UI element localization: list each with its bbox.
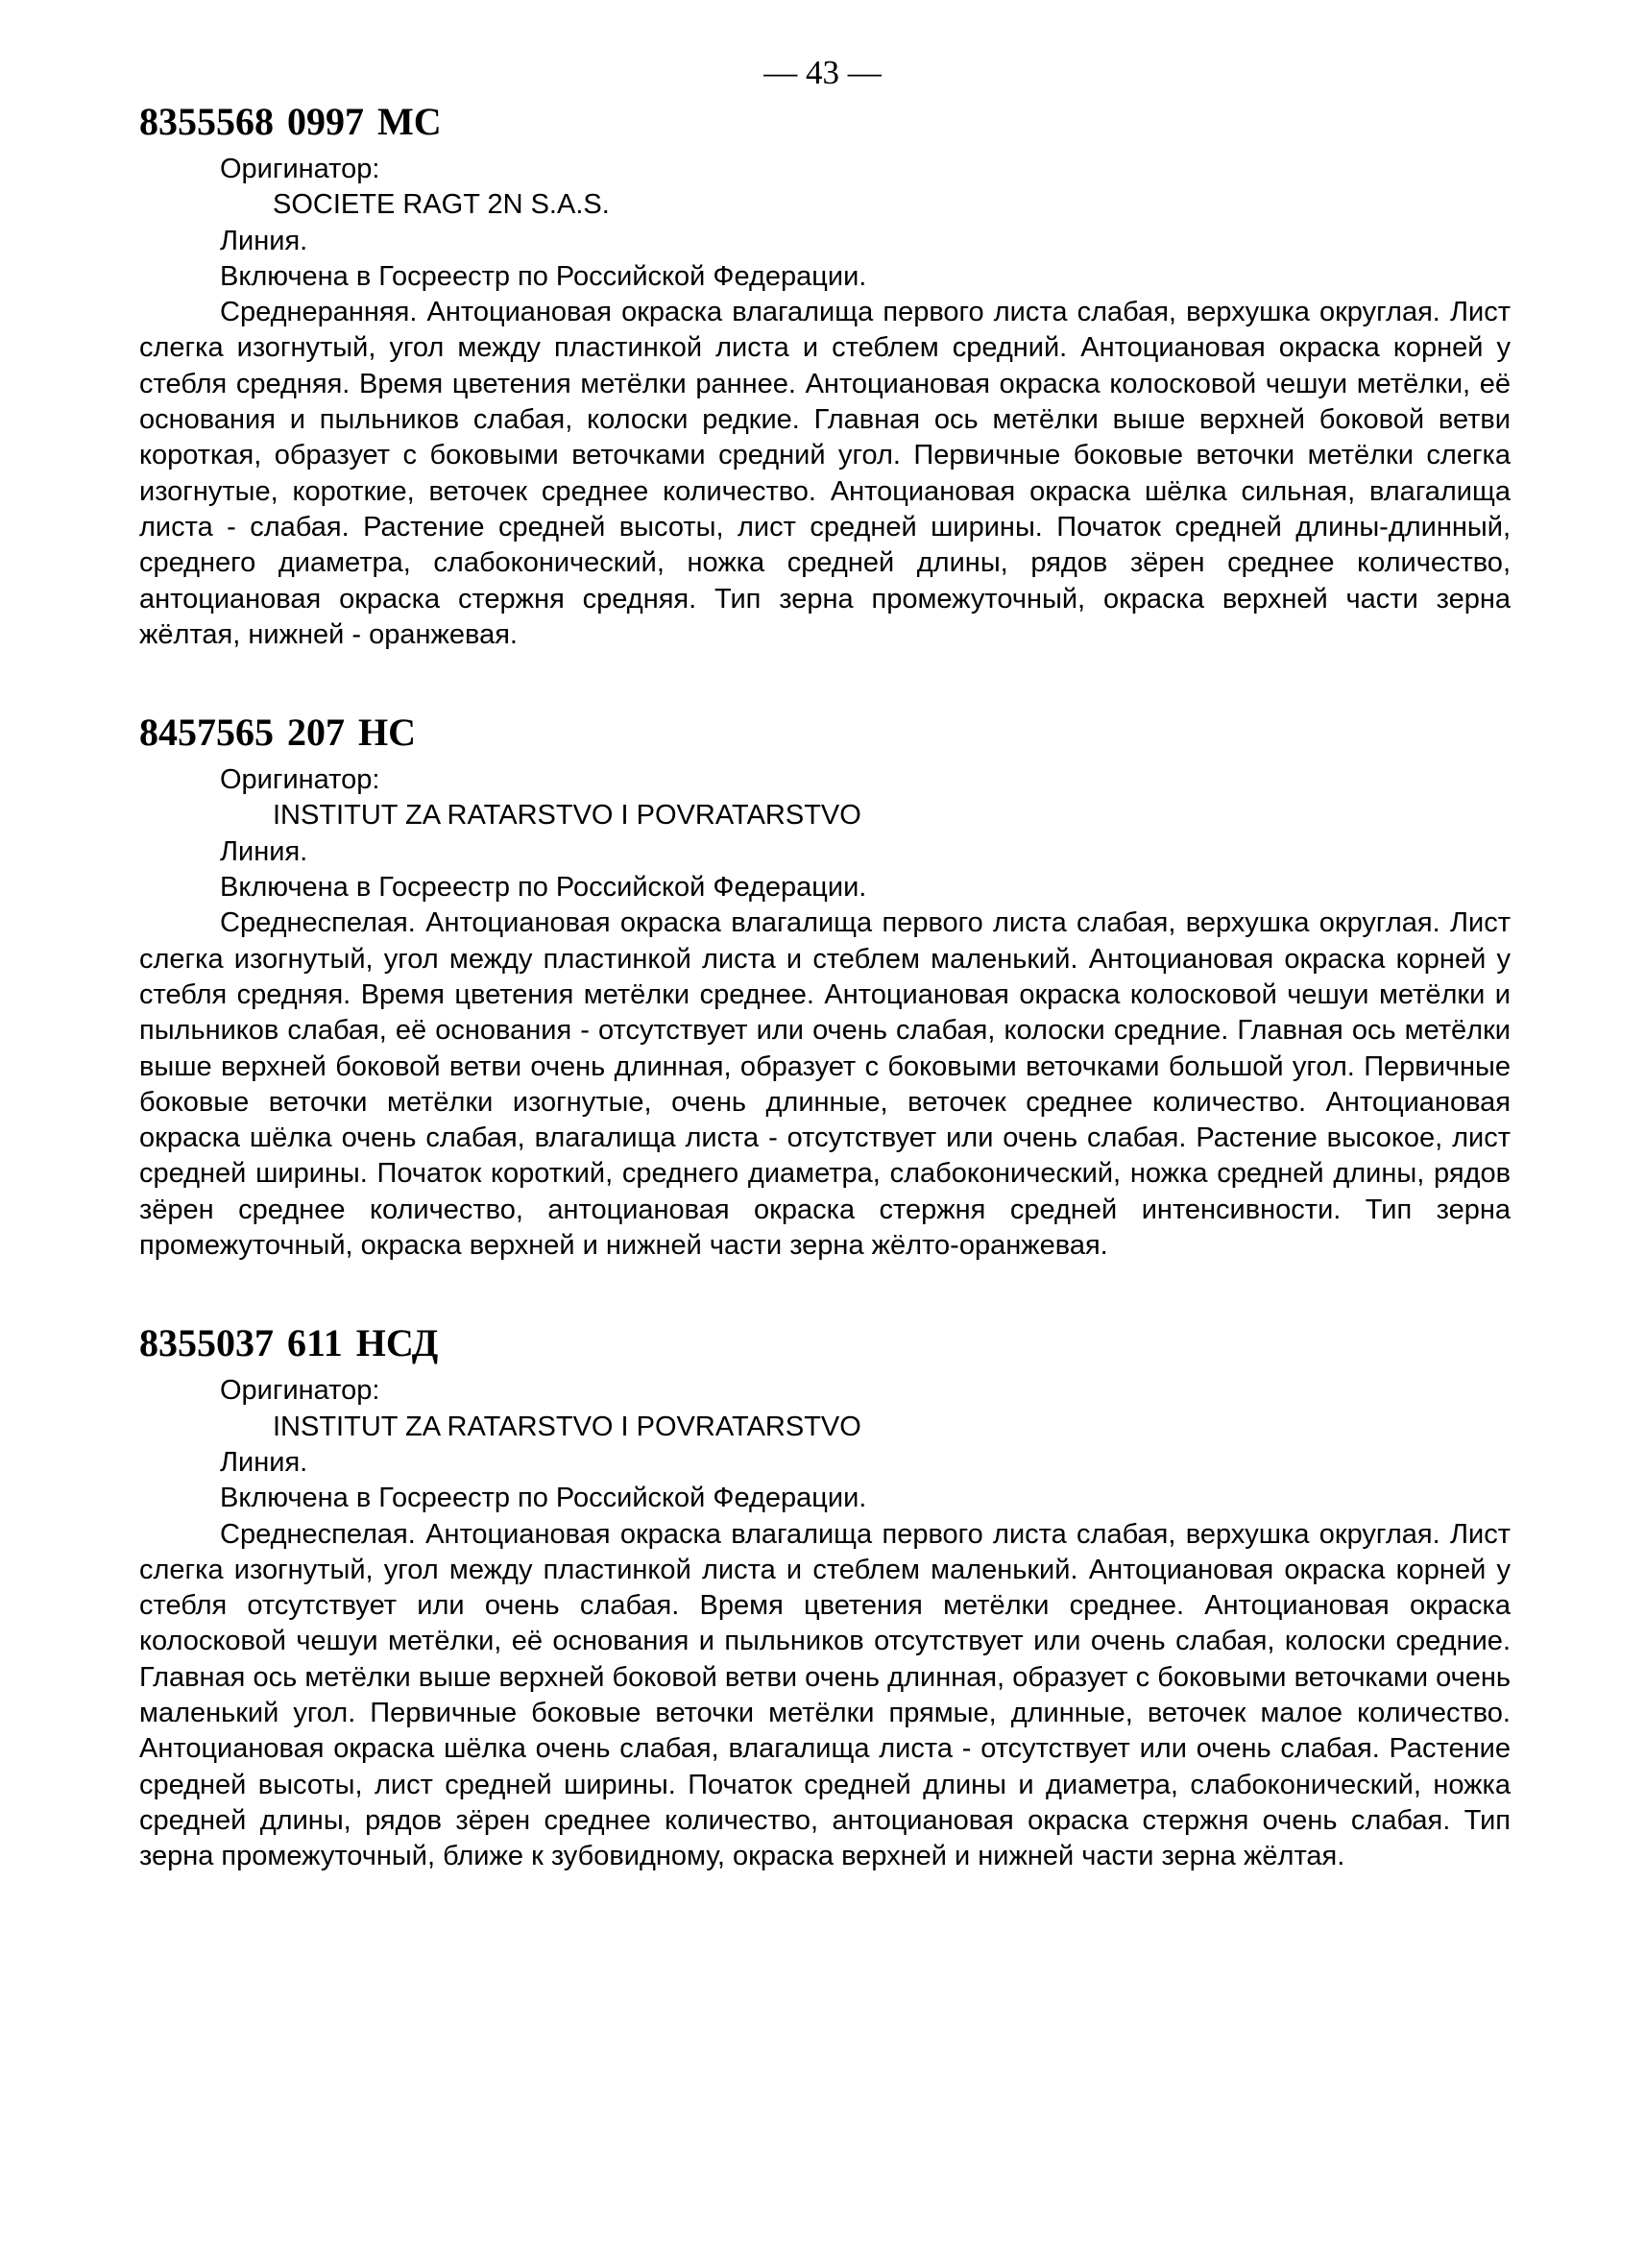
registry-status: Включена в Госреестр по Российской Федерации.	[220, 872, 867, 904]
entry-description: Среднеспелая. Антоциановая окраска влагалища первого листа слабая, верхушка округлая. Лист слегка изогнутый, угол между пластинкой листа и стеблем маленький. Антоциановая окраска корней у стебля отсутствует или очень слабая. Время цветения метёлки среднее. Антоциановая окраска колосковой чешуи метёлки, её основания и пыльников отсутствует или очень слабая, колоски средние. Главная ось метёлки выше верхней боковой ветви очень длинная, образует с боковыми веточками очень маленький угол. Первичные боковые веточки метёлки прямые, длинные, веточек малое количество. Антоциановая окраска шёлка очень слабая, влагалища листа - отсутствует или очень слабая. Растение средней высоты, лист средней ширины. Початок средней длины и диаметра, слабоконический, ножка средней длины, рядов зёрен среднее количество, антоциановая окраска стержня очень слабая. Тип зерна промежуточный, ближе к зубовидному, окраска верхней и нижней части зерна жёлтая.	[139, 1518, 1511, 1872]
originator-label: Оригинатор:	[220, 1375, 380, 1407]
registry-status: Включена в Госреестр по Российской Федерации.	[220, 1483, 867, 1514]
entry-type: Линия.	[220, 225, 308, 256]
originator-name: SOCIETE RAGT 2N S.A.S.	[273, 189, 610, 221]
originator-label: Оригинатор:	[220, 764, 380, 796]
registry-status: Включена в Госреестр по Российской Федерации.	[220, 260, 867, 292]
entry-type: Линия.	[220, 1446, 308, 1478]
entries-list	[139, 100, 1511, 1932]
hybrid-entry	[139, 711, 1511, 1264]
page-number: — 43 —	[763, 54, 882, 91]
entry-description: Среднеспелая. Антоциановая окраска влагалища первого листа слабая, верхушка округлая. Лист слегка изогнутый, угол между пластинкой листа и стеблем маленький. Антоциановая окраска корней у стебля средняя. Время цветения метёлки среднее. Антоциановая окраска колосковой чешуи метёлки и пыльников слабая, её основания - отсутствует или очень слабая, колоски средние. Главная ось метёлки выше верхней боковой ветви очень длинная, образует с боковыми веточками большой угол. Первичные боковые веточки метёлки изогнутые, очень длинные, веточек среднее количество. Антоциановая окраска шёлка очень слабая, влагалища листа - отсутствует или очень слабая. Растение высокое, лист средней ширины. Початок короткий, среднего диаметра, слабоконический, ножка средней длины, рядов зёрен среднее количество, антоциановая окраска стержня средней интенсивности. Тип зерна промежуточный, окраска верхней и нижней части зерна жёлто-оранжевая.	[139, 907, 1511, 1262]
entry-type: Линия.	[220, 835, 308, 867]
entry-description: Среднеранняя. Антоциановая окраска влагалища первого листа слабая, верхушка округлая. Лист слегка изогнутый, угол между пластинкой листа и стеблем средний. Антоциановая окраска корней у стебля средняя. Время цветения метёлки раннее. Антоциановая окраска колосковой чешуи метёлки, её основания и пыльников слабая, колоски редкие. Главная ось метёлки выше верхней боковой ветви короткая, образует с боковыми веточками средний угол. Первичные боковые веточки метёлки слегка изогнутые, короткие, веточек среднее количество. Антоциановая окраска шёлка сильная, влагалища листа - слабая. Растение средней высоты, лист средней ширины. Початок средней длины-длинный, среднего диаметра, слабоконический, ножка средней длины, рядов зёрен среднее количество, антоциановая окраска стержня средняя. Тип зерна промежуточный, окраска верхней части зерна жёлтая, нижней - оранжевая.	[139, 297, 1511, 650]
originator-name: INSTITUT ZA RATARSTVO I POVRATARSTVO	[273, 1411, 861, 1442]
hybrid-entry	[139, 1321, 1511, 1874]
originator-name: INSTITUT ZA RATARSTVO I POVRATARSTVO	[273, 800, 861, 832]
originator-label: Оригинатор:	[220, 154, 380, 184]
entry-title: 8457565 207 НС	[139, 711, 416, 755]
entry-title: 8355037 611 НСД	[139, 1321, 439, 1365]
entry-title: 8355568 0997 МС	[139, 100, 442, 143]
hybrid-entry	[139, 100, 1511, 653]
